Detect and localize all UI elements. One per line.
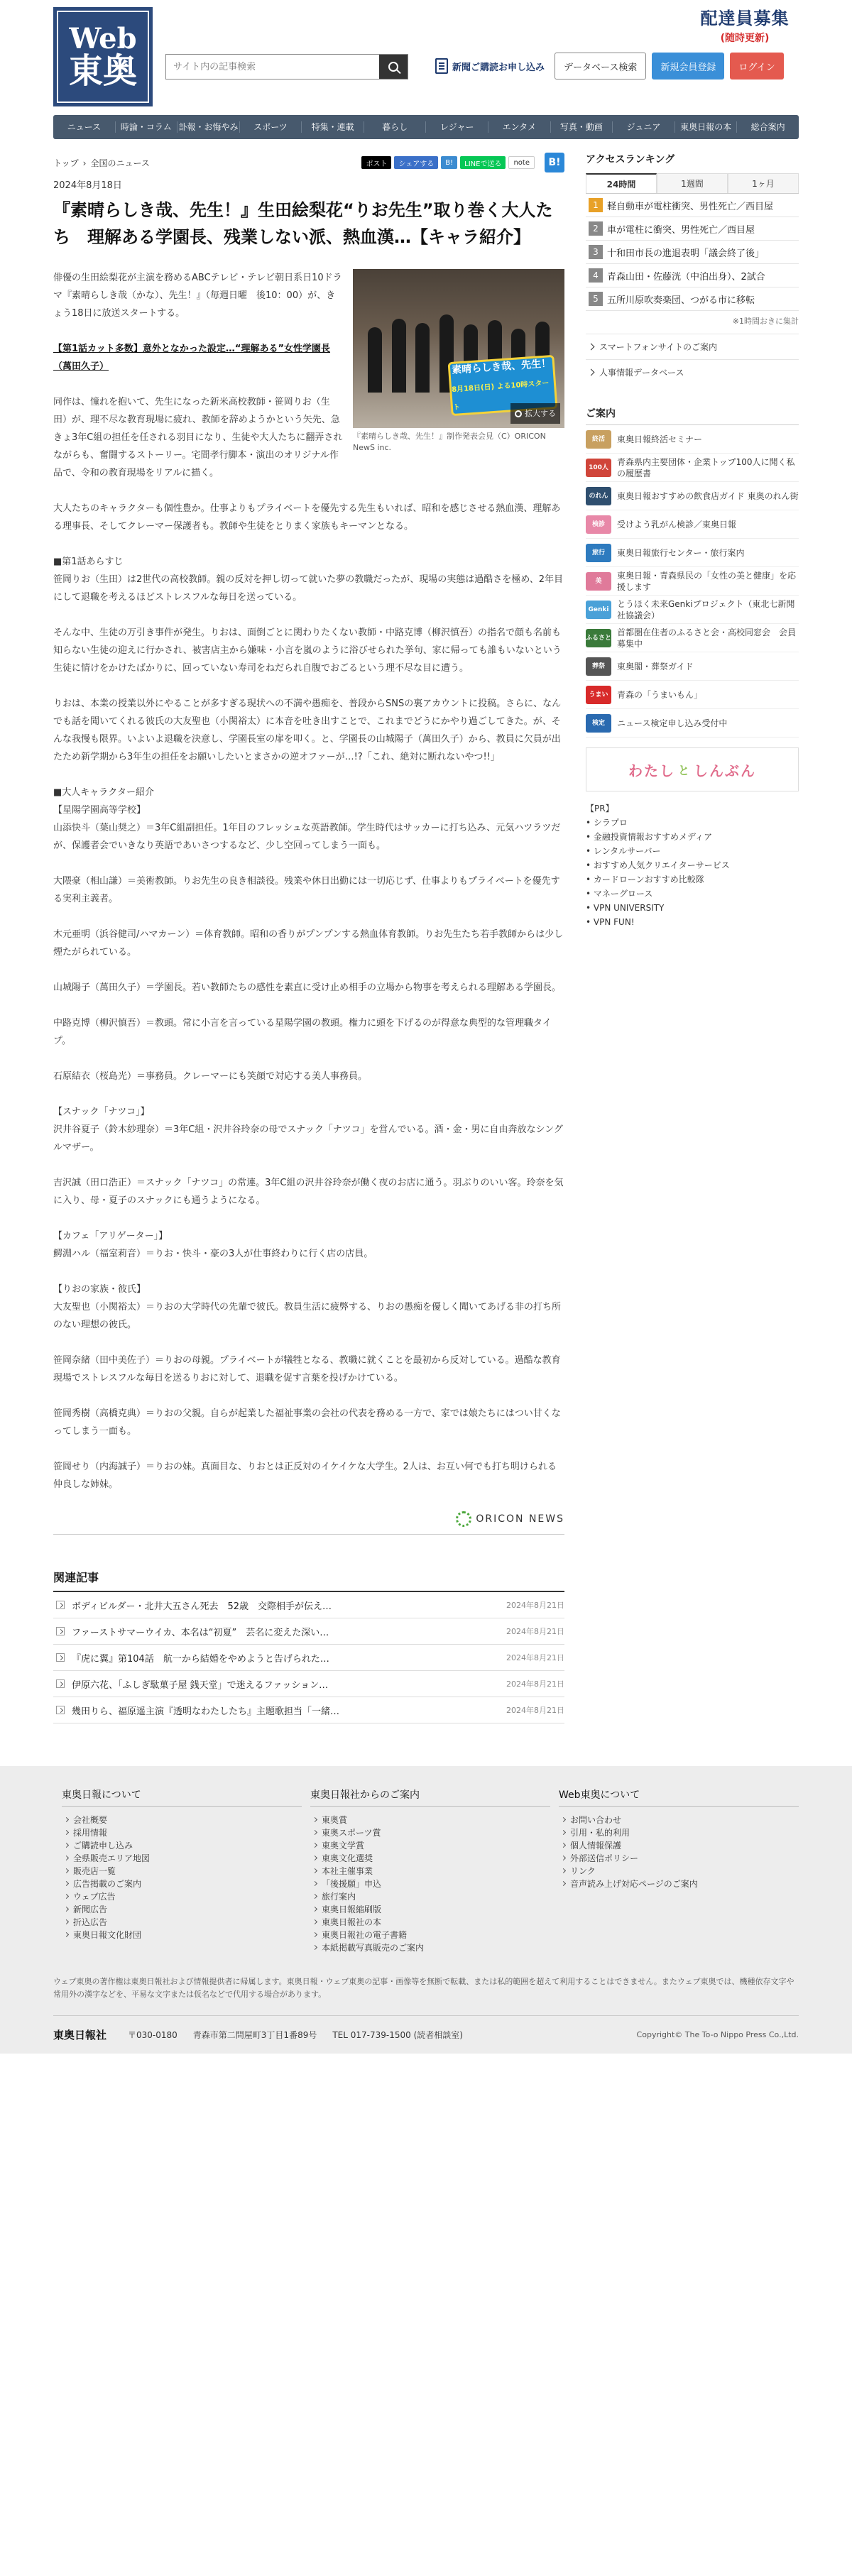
- rank-title: 五所川原吹奏楽団、つがる市に移転: [607, 295, 755, 306]
- guide-banner-icon: 葬祭: [586, 657, 611, 676]
- pr-link[interactable]: • VPN UNIVERSITY: [586, 901, 799, 915]
- footer-link[interactable]: 折込広告: [62, 1916, 302, 1929]
- footer-link[interactable]: 「後援願」申込: [310, 1878, 550, 1890]
- oricon-logo-icon: [456, 1511, 471, 1527]
- character-entry: 山添快斗（葉山奨之）＝3年C組副担任。1年目のフレッシュな英語教師。学生時代はサッカーに打ち込み、元気ハツラツだが、保護者会でいきなり英語であいさつするなど、少し空回ってしまう一面も。: [53, 823, 561, 851]
- nav-item-photo[interactable]: 写真・動画: [551, 121, 613, 133]
- section-heading: ■大人キャラクター紹介: [53, 787, 155, 798]
- nav-item-books[interactable]: 東奥日報の本: [675, 121, 738, 133]
- guide-item-label: 東奥日報終活セミナー: [617, 434, 703, 444]
- tab-24h[interactable]: 24時間: [586, 173, 657, 193]
- logo-line1: Web: [69, 21, 137, 55]
- related-item-title: ボディビルダー・北井大五さん死去 52歳 交際相手が伝え…: [72, 1601, 332, 1612]
- guide-banner-icon: ふるさと: [586, 629, 611, 647]
- related-item-date: 2024年8月21日: [506, 1706, 564, 1715]
- breadcrumb-sep: ›: [82, 158, 87, 168]
- oricon-label: ORICON NEWS: [476, 1513, 564, 1525]
- pr-links: [586, 801, 799, 929]
- article-paragraph: そんな中、生徒の万引き事件が発生。りおは、面倒ごとに関わりたくない教師・中路克博（柳沢慎吾）の指名で顔も名前も知らない生徒の迎えに行かされ、被害店主から嫌味・小言を嵐のように浴びせられた挙句、家に帰っても誰もいないという生徒に情けをかけたばかりに、回っていない寿司をねだられ自腹でおごるという理不尽な目に遭う。: [53, 627, 562, 674]
- related-item-date: 2024年8月21日: [506, 1679, 564, 1689]
- article-paragraph: 俳優の生田絵梨花が主演を務めるABCテレビ・テレビ朝日系日10ドラマ『素晴らしき哉（かな）、先生！』（毎週日曜 後10：00）が、きょう18日に放送スタートする。: [53, 273, 342, 319]
- footer-link[interactable]: ウェブ広告: [62, 1890, 302, 1903]
- recruit-banner[interactable]: [692, 4, 798, 45]
- chevron-right-icon: [56, 1653, 65, 1662]
- character-entry: 大隈豪（相山謙）＝美術教師。りお先生の良き相談役。残業や休日出勤には一切応じず、仕事よりもプライベートを優先する実利主義者。: [53, 876, 560, 904]
- photo-person: [392, 319, 406, 393]
- site-header: [0, 0, 852, 115]
- section-subheading: 【りおの家族・彼氏】: [53, 1284, 146, 1295]
- guide-item[interactable]: [586, 567, 799, 596]
- rank-number: 5: [589, 292, 603, 306]
- chevron-right-icon: [56, 1679, 65, 1688]
- section-heading: ■第1話あらすじ: [53, 557, 124, 567]
- page-body: [53, 139, 799, 1723]
- footer-link[interactable]: 本社主催事業: [310, 1865, 550, 1878]
- ranking-note: ※1時間おきに集計: [732, 317, 799, 326]
- search-input[interactable]: [166, 55, 379, 79]
- guide-item-label: 青森の「うまいもん」: [617, 689, 703, 700]
- share-buttons: [361, 153, 564, 172]
- footer-copyright: Copyright© The To-o Nippo Press Co.,Ltd.: [636, 2030, 799, 2039]
- share-facebook-button[interactable]: シェアする: [394, 156, 438, 169]
- rank-number: 4: [589, 268, 603, 283]
- guide-item-label: とうほく未来Genkiプロジェクト（東北七新聞社協議会）: [617, 598, 795, 620]
- character-entry: 中路克博（柳沢慎吾）＝教頭。常に小言を言っている星陽学園の教頭。権力に頭を下げるのが得意な典型的な管理職タイプ。: [53, 1018, 552, 1046]
- divider: [53, 1534, 564, 1535]
- board-date: 8月18日(日) よる10時スタート: [451, 378, 550, 412]
- ranking-item[interactable]: [586, 241, 799, 264]
- guide-banner-icon: うまい: [586, 686, 611, 704]
- footer-link[interactable]: 広告掲載のご案内: [62, 1878, 302, 1890]
- rank-number: 2: [589, 221, 603, 236]
- guide-banner-icon: 美: [586, 572, 611, 591]
- section-subheading: 【スナック「ナツコ」】: [53, 1107, 150, 1117]
- footer-link[interactable]: 音声読み上げ対応ページのご案内: [559, 1878, 799, 1890]
- character-entry: 大友聖也（小関裕太）＝りおの大学時代の先輩で彼氏。教員生活に疲弊する、りおの愚痴を優しく聞いてあげる非の打ち所のない理想の彼氏。: [53, 1302, 562, 1330]
- footer-link[interactable]: 外部送信ポリシー: [559, 1852, 799, 1865]
- guide-item-label: 東奥日報・青森県民の「女性の美と健康」を応援します: [617, 570, 797, 592]
- subscribe-link[interactable]: [435, 58, 545, 74]
- footer-col-company: [302, 1787, 550, 1954]
- footer-link[interactable]: ご購読申し込み: [62, 1839, 302, 1852]
- character-entry: 沢井谷夏子（鈴木紗理奈）＝3年C組・沢井谷玲奈の母でスナック「ナツコ」を営んでいる。酒・金・男に自由奔放なシングルマザー。: [53, 1124, 563, 1153]
- nav-item-entertainment[interactable]: エンタメ: [488, 121, 551, 133]
- tab-1month[interactable]: 1ヶ月: [728, 173, 799, 193]
- character-entry: 鰐淵ハル（福室莉音）＝りお・快斗・豪の3人が仕事終わりに行く店の店員。: [53, 1249, 373, 1259]
- nav-item-junior[interactable]: ジュニア: [613, 121, 675, 133]
- footer-link[interactable]: 東奥日報縮刷版: [310, 1903, 550, 1916]
- related-title: 関連記事: [53, 1569, 564, 1592]
- photo-caption: 『素晴らしき哉、先生！』制作発表会見（C）ORICON NewS inc.: [353, 432, 546, 452]
- footer-link[interactable]: 東奥スポーツ賞: [310, 1826, 550, 1839]
- footer-zip: 〒030-0180: [128, 2030, 178, 2040]
- guide-item-label: 首都圏在住者のふるさと会・高校同窓会 会員募集中: [617, 627, 797, 649]
- footer-link[interactable]: 全県販売エリア地図: [62, 1852, 302, 1865]
- guide-banner-icon: 旅行: [586, 544, 611, 562]
- guide-banner-icon: のれん: [586, 487, 611, 505]
- rank-title: 車が電柱に衝突、男性死亡／西目屋: [607, 224, 755, 236]
- section-subheading: 【星陽学園高等学校】: [53, 805, 146, 816]
- link-label: 人事情報データベース: [599, 368, 684, 378]
- newspaper-icon: [435, 58, 448, 74]
- guide-item-label: ニュース検定申し込み受付中: [617, 718, 728, 728]
- footer-link[interactable]: 採用情報: [62, 1826, 302, 1839]
- recruit-sub: (随時更新): [720, 33, 770, 44]
- link-label: スマートフォンサイトのご案内: [599, 342, 717, 352]
- bookmark-b-icon[interactable]: B!: [545, 153, 564, 172]
- character-entry: 吉沢誠（田口浩正）＝スナック「ナツコ」の常連。3年C組の沢井谷玲奈が働く夜のお店に通う。羽ぶりのいい客。玲奈を気に入り、母・夏子のスナックにも通うようになる。: [53, 1178, 564, 1206]
- footer-columns: [53, 1787, 799, 1954]
- nav-item-obituary[interactable]: 訃報・お悔やみ: [178, 121, 240, 133]
- guide-banner-icon: Genki: [586, 601, 611, 619]
- character-entry: 笹岡奈緒（田中美佐子）＝りおの母親。プライベートが犠牲となる、教職に就くことを最初から反対している。過酷な教育現場でストレスフルな毎日を送るりおに対して、退職を促す言葉を投げかけている。: [53, 1355, 561, 1383]
- chevron-right-icon: [56, 1601, 65, 1609]
- guide-item-label: 東奥日報旅行センター・旅行案内: [617, 547, 745, 558]
- related-item-date: 2024年8月21日: [506, 1653, 564, 1662]
- ranking-tabs: [586, 173, 799, 194]
- search-box: [165, 54, 408, 80]
- footer-link[interactable]: 引用・私的利用: [559, 1826, 799, 1839]
- zoom-icon: [515, 410, 522, 417]
- logo-line2: 東奥: [68, 50, 137, 91]
- related-item[interactable]: [53, 1618, 564, 1645]
- related-item-title: 『虎に翼』第104話 航一から結婚をやめようと告げられた…: [72, 1653, 329, 1665]
- footer-col-web: [550, 1787, 799, 1954]
- article-paragraph: 笹岡りお（生田）は2世代の高校教師。親の反対を押し切って就いた夢の教職だったが、現場の実態は過酷さを極め、2年目にして退職を考えるほどストレスフルな毎日を送っている。: [53, 574, 564, 603]
- guide-banner-icon: 検定: [586, 714, 611, 733]
- watashi-to-shinbun-banner[interactable]: [586, 747, 799, 791]
- pr-link[interactable]: • おすすめ人気クリエイターサービス: [586, 858, 799, 872]
- footer-bottom: [53, 2015, 799, 2054]
- nav-item-life[interactable]: 暮らし: [364, 121, 427, 133]
- footer-link[interactable]: リンク: [559, 1865, 799, 1878]
- ranking-title: アクセスランキング: [586, 154, 675, 165]
- photo-person: [368, 327, 382, 393]
- tab-1week[interactable]: 1週間: [657, 173, 728, 193]
- ranking-item[interactable]: [586, 217, 799, 241]
- article-topbar: [53, 152, 564, 173]
- footer-col-title: 東奥日報社からのご案内: [310, 1787, 550, 1807]
- header-links: [435, 53, 784, 80]
- pr-link[interactable]: • マネーグロース: [586, 887, 799, 901]
- related-item-title: ファーストサマーウイカ、本名は“初夏” 芸名に変えた深い…: [72, 1627, 329, 1638]
- login-button[interactable]: ログイン: [730, 53, 783, 80]
- article-paragraph: 大人たちのキャラクターも個性豊か。仕事よりもプライベートを優先する先生もいれば、昭和を感じさせる熱血漢、理解ある理事長、そしてクレーマー保護者も。教師や生徒をとりまく家族もキーマンとなる。: [53, 503, 561, 532]
- personnel-db-link[interactable]: [586, 359, 799, 385]
- share-line-button[interactable]: LINEで送る: [460, 156, 506, 169]
- nav-item-column[interactable]: 時論・コラム: [116, 121, 178, 133]
- related-photo-link[interactable]: 【第1話カット多数】意外となかった設定…“理解ある”女性学園長（萬田久子）: [53, 344, 331, 372]
- main-nav: [53, 115, 799, 139]
- character-entry: 笹岡秀樹（高橋克典）＝りおの父親。自らが起業した福祉事業の会社の代表を務める一方で、家では娘たちにはつい甘くなってしまう一面も。: [53, 1408, 561, 1437]
- footer-link[interactable]: 個人情報保護: [559, 1839, 799, 1852]
- guide-item[interactable]: [586, 709, 799, 738]
- database-button[interactable]: データベース検索: [555, 53, 646, 80]
- related-item[interactable]: [53, 1697, 564, 1723]
- article-paragraph: 同作は、憧れを抱いて、先生になった新米高校教師・笹岡りお（生田）が、理不尽な教育現場に疲れ、教師を辞めようかという矢先、急きょ3年C組の担任を任される羽目になり、生徒や大人たちに翻弄されながらも、奮闘するストーリー。宅間孝行脚本・演出のオリジナル作品で、令和の教育現場をリアルに描く。: [53, 397, 343, 478]
- guide-item-label: 東奥日報おすすめの飲食店ガイド 東奥のれん街: [617, 490, 799, 501]
- search-icon: [388, 62, 398, 72]
- footer-tel: TEL 017-739-1500 (読者相談室): [332, 2030, 463, 2040]
- footer-link[interactable]: 東奥賞: [310, 1814, 550, 1826]
- banner-text-b: しんぶん: [694, 762, 756, 779]
- footer-address: 青森市第二問屋町3丁目1番89号: [192, 2030, 317, 2040]
- nav-item-feature[interactable]: 特集・連載: [302, 121, 364, 133]
- related-item-title: 幾田りら、福原遥主演『透明なわたしたち』主題歌担当「一緒…: [72, 1706, 340, 1717]
- footer-link[interactable]: お問い合わせ: [559, 1814, 799, 1826]
- sidebar: [586, 152, 799, 1723]
- footer-company-name: 東奥日報社: [53, 2029, 107, 2041]
- related-articles: [53, 1569, 564, 1723]
- share-hatena-button[interactable]: B!: [441, 156, 457, 169]
- guide-item[interactable]: [586, 425, 799, 454]
- guide-banner-icon: 検診: [586, 515, 611, 534]
- nav-item-leisure[interactable]: レジャー: [426, 121, 488, 133]
- article-date: 2024年8月18日: [53, 180, 122, 191]
- enlarge-button[interactable]: [510, 403, 560, 424]
- guide-item[interactable]: [586, 652, 799, 681]
- banner-text-a: わたし: [628, 762, 675, 779]
- character-entry: 山城陽子（萬田久子）＝学園長。若い教師たちの感性を素直に受け止め相手の立場から物事を考えられる理解ある学園長。: [53, 982, 562, 993]
- guide-banner-icon: 100人: [586, 459, 611, 477]
- board-title: 素晴らしき哉、先生！: [451, 357, 552, 376]
- nav-item-news[interactable]: ニュース: [53, 121, 116, 133]
- character-entry: 木元亜明（浜谷健司/ハマカーン）＝体育教師。昭和の香りがプンプンする熱血体育教師。りお先生たち若手教師からは少し煙たがられている。: [53, 929, 564, 958]
- guide-item[interactable]: [586, 596, 799, 624]
- ranking-item[interactable]: [586, 287, 799, 311]
- pr-link[interactable]: • カードローンおすすめ比較隊: [586, 872, 799, 887]
- footer-link[interactable]: 販売店一覧: [62, 1865, 302, 1878]
- guide-item[interactable]: [586, 539, 799, 567]
- pr-link[interactable]: • シラプロ: [586, 816, 799, 830]
- pr-title: 【PR】: [586, 804, 614, 813]
- article-title: 『素晴らしき哉、先生！』生田絵梨花“りお先生”取り巻く大人たち 理解ある学園長、残業しない派、熱血漢…【キャラ紹介】: [53, 200, 553, 247]
- related-item[interactable]: [53, 1645, 564, 1671]
- guide-banner-icon: 終活: [586, 430, 611, 449]
- footer-link[interactable]: 旅行案内: [310, 1890, 550, 1903]
- footer-link[interactable]: 新聞広告: [62, 1903, 302, 1916]
- guide-item[interactable]: [586, 454, 799, 482]
- guide-item[interactable]: [586, 681, 799, 709]
- nav-item-guide[interactable]: 総合案内: [750, 122, 785, 132]
- guide-item-label: 東奥閣・葬祭ガイド: [617, 661, 694, 672]
- section-subheading: 【カフェ「アリゲーター」】: [53, 1231, 168, 1242]
- ranking-item[interactable]: [586, 194, 799, 217]
- related-item-date: 2024年8月21日: [506, 1601, 564, 1610]
- site-footer: [0, 1766, 852, 2054]
- ranking-item[interactable]: [586, 264, 799, 287]
- chevron-right-icon: [588, 344, 595, 351]
- footer-link[interactable]: 東奥文化選奨: [310, 1852, 550, 1865]
- article-photo[interactable]: [353, 269, 564, 428]
- copyright-notice: ウェブ東奥の著作権は東奥日報社および情報提供者に帰属します。東奥日報・ウェブ東奥の記事・画像等を無断で転載、または私的範囲を超えて利用することはできません。またウェブ東奥では、機種依存文字や常用外の漢字などを、平易な文字または仮名などで代用する場合があります。: [53, 1977, 794, 1999]
- footer-col-title: Web東奥について: [559, 1787, 799, 1807]
- smartphone-site-link[interactable]: [586, 334, 799, 359]
- rank-title: 十和田市長の進退表明「議会終了後」: [607, 248, 765, 259]
- chevron-right-icon: [56, 1706, 65, 1714]
- related-item[interactable]: [53, 1671, 564, 1697]
- article-body: [53, 269, 564, 1493]
- subscribe-label: 新聞ご購読お申し込み: [452, 62, 545, 73]
- enlarge-label: 拡大する: [525, 409, 556, 418]
- article-paragraph: りおは、本業の授業以外にやることが多すぎる現状への不満や愚痴を、普段からSNSの裏アカウントに投稿。さらに、なんでも話を聞いてくれる彼氏の大友聖也（小関裕太）に本音を吐き出すことで、これまでどうにかやり過ごしてきた。が、そんな我慢も限界。いよいよ退職を決意し、学園長室の扉を叩く。と、学園長の山城陽子（萬田久子）から、教員に欠員が出たため新学期から3年生の担任をお願いしたいとまさかの逆オファーが…!?「これ、絶対に断れないやつ!!」: [53, 698, 562, 762]
- chevron-right-icon: [588, 369, 595, 376]
- nav-item-sports[interactable]: スポーツ: [240, 121, 302, 133]
- footer-link[interactable]: 東奥日報文化財団: [62, 1929, 302, 1941]
- footer-link[interactable]: 東奥日報社の本: [310, 1916, 550, 1929]
- footer-col-about: [53, 1787, 302, 1954]
- character-entry: 石原結衣（桜島光）＝事務員。クレーマーにも笑顔で対応する美人事務員。: [53, 1071, 368, 1082]
- site-logo[interactable]: [53, 7, 153, 106]
- related-item[interactable]: [53, 1592, 564, 1618]
- footer-link[interactable]: 東奥日報社の電子書籍: [310, 1929, 550, 1941]
- rank-number: 1: [589, 198, 603, 212]
- footer-link[interactable]: 東奥文学賞: [310, 1839, 550, 1852]
- guide-title: ご案内: [586, 406, 799, 425]
- main-column: [53, 152, 564, 1723]
- share-x-button[interactable]: ポスト: [361, 156, 391, 169]
- share-note-button[interactable]: note: [508, 156, 535, 169]
- chevron-right-icon: [56, 1627, 65, 1635]
- breadcrumb-home[interactable]: トップ: [53, 158, 79, 168]
- character-entry: 笹岡せり（内海誠子）＝りおの妹。真面目な、りおとは正反対のイケイケな大学生。2人は、お互い何でも打ち明けられる仲良しな姉妹。: [53, 1462, 557, 1490]
- pr-link[interactable]: • VPN FUN!: [586, 915, 799, 929]
- guide-item[interactable]: [586, 482, 799, 510]
- related-item-date: 2024年8月21日: [506, 1627, 564, 1636]
- pr-link[interactable]: • 金融投資情報おすすめメディア: [586, 830, 799, 844]
- article-figure: [353, 269, 564, 454]
- rank-title: 軽自動車が電柱衝突、男性死亡／西目屋: [607, 201, 774, 212]
- oricon-news-credit[interactable]: [53, 1511, 564, 1527]
- search-button[interactable]: [379, 55, 408, 79]
- pr-link[interactable]: • レンタルサーバー: [586, 844, 799, 858]
- photo-person: [415, 323, 430, 393]
- guide-item[interactable]: [586, 510, 799, 539]
- guide-list: [586, 425, 799, 738]
- recruit-title: 配達員募集: [700, 9, 790, 28]
- related-item-title: 伊原六花、「ふしぎ駄菓子屋 銭天堂」で迷えるファッション…: [72, 1679, 329, 1691]
- register-button[interactable]: 新規会員登録: [652, 53, 724, 80]
- footer-link[interactable]: 会社概要: [62, 1814, 302, 1826]
- rank-title: 青森山田・佐藤洸（中泊出身）、2試合: [607, 271, 765, 283]
- guide-item[interactable]: [586, 624, 799, 652]
- banner-text-to: と: [677, 763, 691, 777]
- footer-link[interactable]: 本紙掲載写真販売のご案内: [310, 1941, 550, 1954]
- rank-number: 3: [589, 245, 603, 259]
- footer-col-title: 東奥日報について: [62, 1787, 302, 1807]
- guide-item-label: 青森県内主要団体・企業トップ100人に聞く私の履歴書: [617, 456, 795, 478]
- breadcrumb: [53, 157, 361, 169]
- breadcrumb-current[interactable]: 全国のニュース: [90, 158, 150, 168]
- guide-item-label: 受けよう乳がん検診／東奥日報: [617, 519, 737, 530]
